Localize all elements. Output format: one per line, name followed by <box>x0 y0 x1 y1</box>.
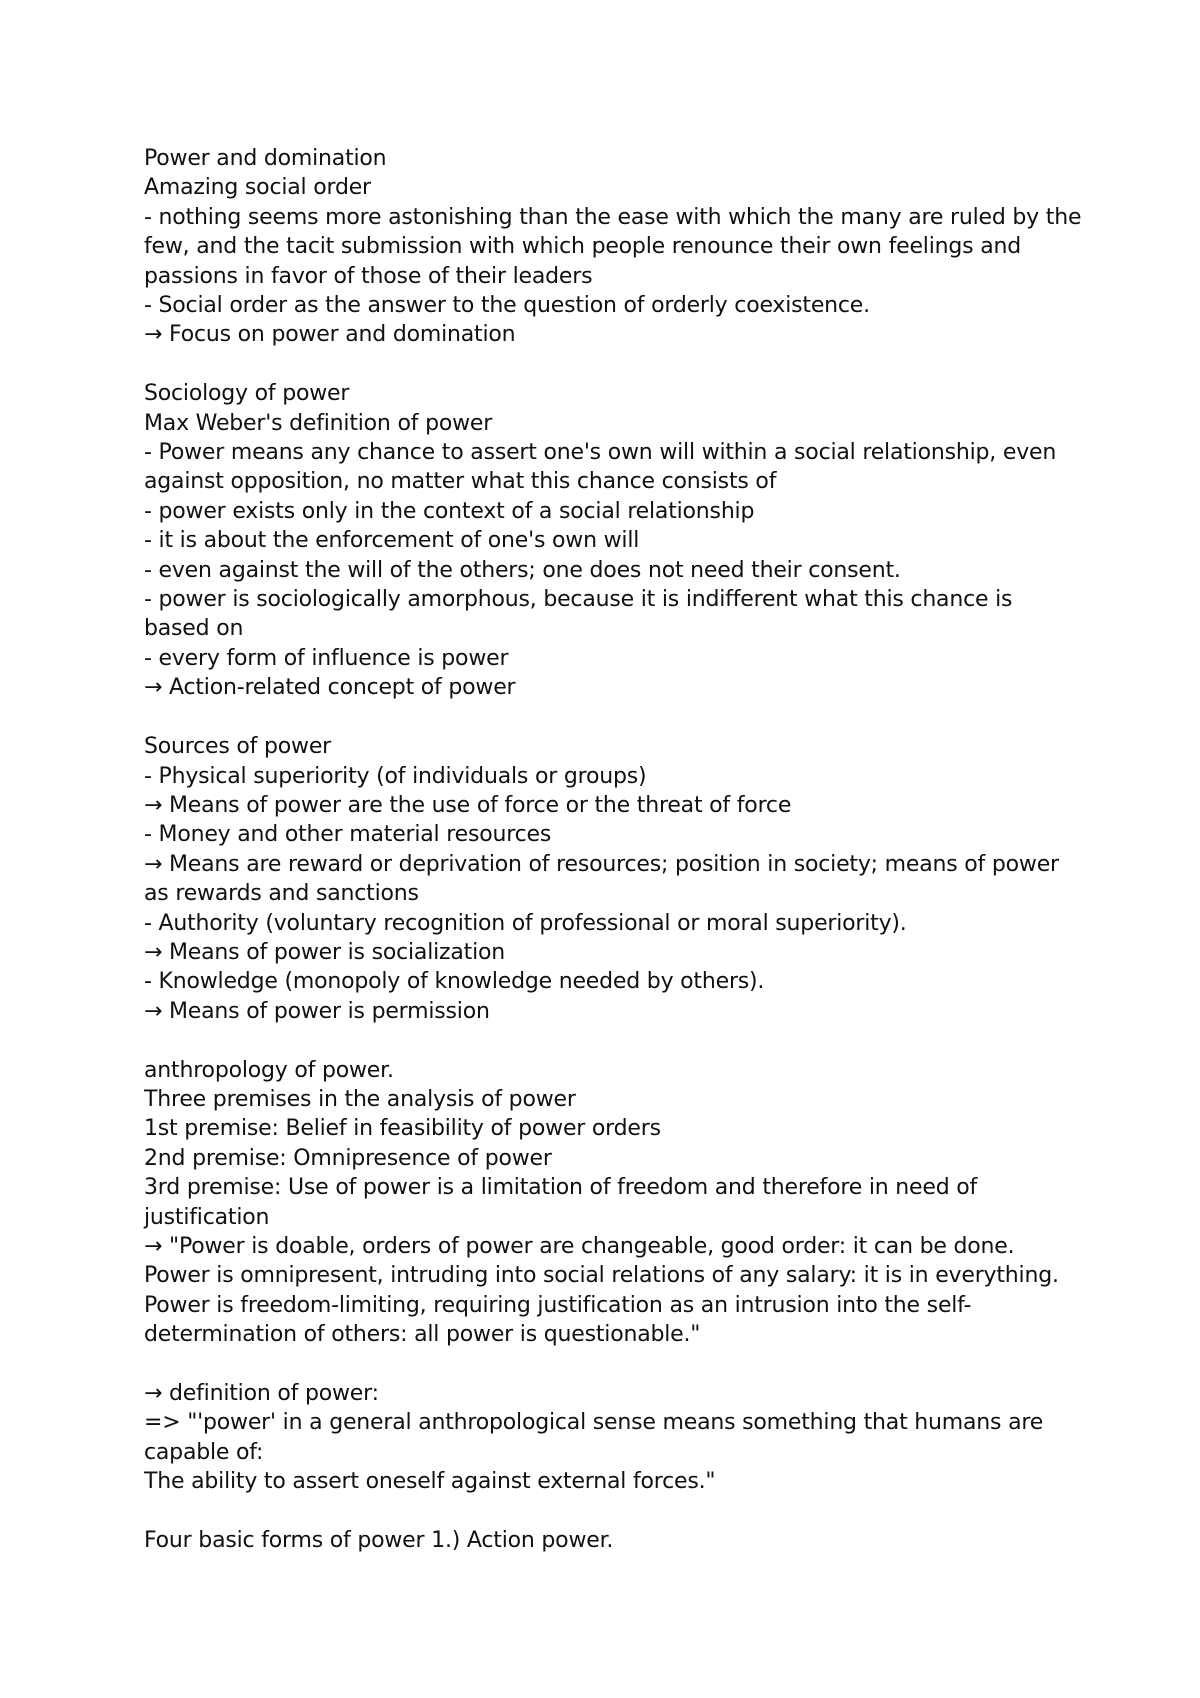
heading-sociology-of-power: Sociology of power <box>144 381 350 407</box>
heading-power-and-domination: Power and domination <box>144 146 387 171</box>
text-line: - every form of influence is power <box>144 645 509 671</box>
section-anthropology-of-power <box>144 1056 1084 1350</box>
text-line: - it is about the enforcement of one's own will <box>144 528 640 554</box>
section-four-basic-forms <box>144 1526 1084 1555</box>
text-line: - Power means any chance to assert one's own will within a social relationship, even against opposition, no matter what this chance consists of <box>144 440 1057 495</box>
blank-line <box>144 703 1084 732</box>
section-definition-of-power <box>144 1379 1084 1497</box>
blank-line <box>144 1497 1084 1526</box>
definition-text: => "'power' in a general anthropological sense means something that humans are capable of: <box>144 1410 1044 1465</box>
arrow-conclusion: → Focus on power and domination <box>144 322 516 348</box>
heading-anthropology-of-power: anthropology of power. <box>144 1057 394 1083</box>
premise-3: 3rd premise: Use of power is a limitation of freedom and therefore in need of justification <box>144 1175 978 1230</box>
arrow-conclusion: → Means are reward or deprivation of resources; position in society; means of power as rewards and sanctions <box>144 851 1059 907</box>
premise-1: 1st premise: Belief in feasibility of power orders <box>144 1116 661 1142</box>
arrow-definition-heading: → definition of power: <box>144 1381 379 1406</box>
section-sources-of-power <box>144 732 1084 1026</box>
blank-line <box>144 350 1084 379</box>
arrow-conclusion: → Means of power is permission <box>144 998 490 1024</box>
text-line: - Knowledge (monopoly of knowledge needed by others). <box>144 969 765 995</box>
text-line: - power exists only in the context of a social relationship <box>144 498 755 524</box>
arrow-conclusion: → Means of power are the use of force or the threat of force <box>144 792 792 818</box>
definition-text: The ability to assert oneself against external forces." <box>144 1469 716 1495</box>
text-line: - Physical superiority (of individuals or groups) <box>144 763 647 789</box>
section-power-and-domination <box>144 144 1084 350</box>
text-line: - Money and other material resources <box>144 822 552 848</box>
subheading-weber-definition: Max Weber's definition of power <box>144 410 493 436</box>
premise-2: 2nd premise: Omnipresence of power <box>144 1145 552 1171</box>
text-line: - even against the will of the others; one does not need their consent. <box>144 557 901 583</box>
subheading-amazing-social-order: Amazing social order <box>144 175 371 201</box>
section-sociology-of-power <box>144 379 1084 702</box>
document-body <box>144 144 1084 1555</box>
text-line: - Authority (voluntary recognition of professional or moral superiority). <box>144 910 907 936</box>
quote-block: → "Power is doable, orders of power are changeable, good order: it can be done. Power is omnipresent, intruding into social relations of any salary: it is in everything. Power is freedom-limiting, requiring justification as an intrusion into the self-determination of others: all power is questionable." <box>144 1233 1059 1348</box>
arrow-conclusion: → Action-related concept of power <box>144 675 516 701</box>
text-line: - nothing seems more astonishing than the ease with which the many are ruled by the few, and the tacit submission with which people renounce their own feelings and passions in favor of those of their leaders <box>144 204 1082 289</box>
heading-four-basic-forms: Four basic forms of power 1.) Action power. <box>144 1528 614 1554</box>
arrow-conclusion: → Means of power is socialization <box>144 939 505 965</box>
subheading-three-premises: Three premises in the analysis of power <box>144 1086 576 1112</box>
blank-line <box>144 1350 1084 1379</box>
text-line: - power is sociologically amorphous, because it is indifferent what this chance is based on <box>144 587 1013 642</box>
heading-sources-of-power: Sources of power <box>144 734 332 760</box>
text-line: - Social order as the answer to the question of orderly coexistence. <box>144 293 870 319</box>
blank-line <box>144 1026 1084 1055</box>
